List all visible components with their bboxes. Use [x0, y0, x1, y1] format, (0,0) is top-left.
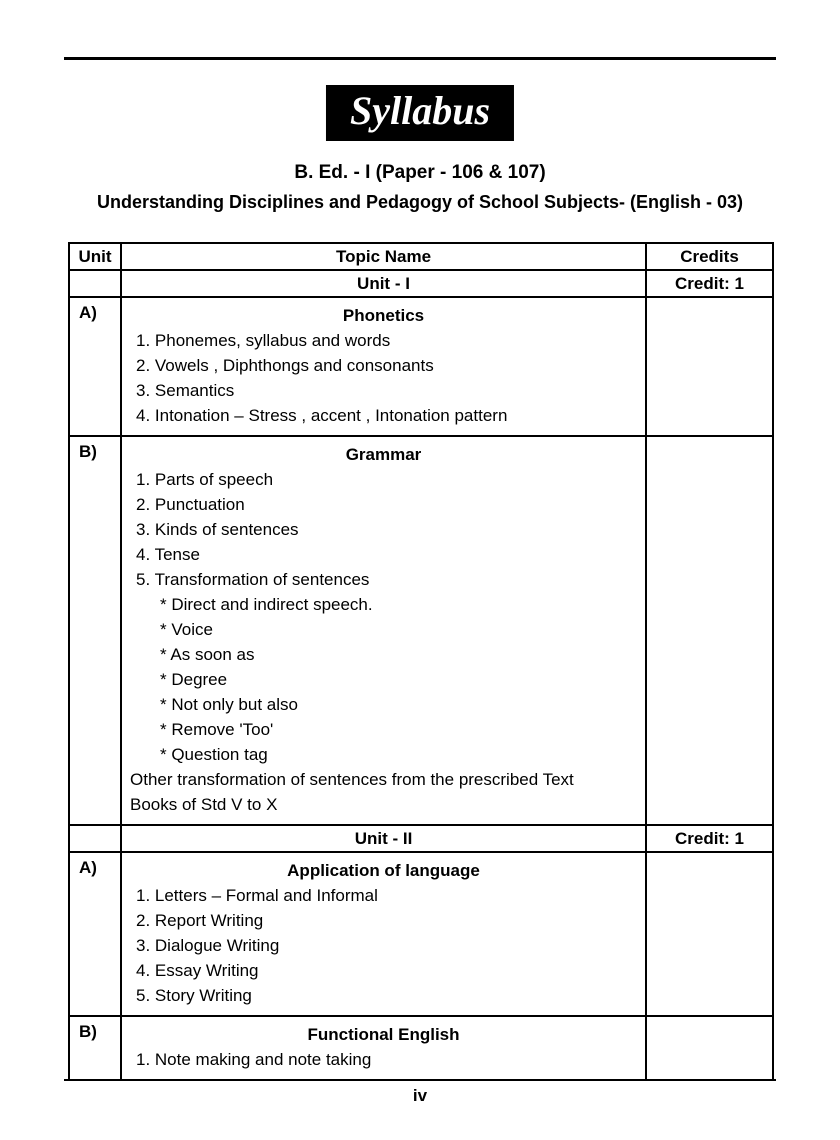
syllabus-banner	[326, 85, 514, 141]
topic-item: 2. Report Writing	[136, 911, 264, 930]
row-label-b: B)	[69, 436, 121, 825]
row-label-a: A)	[69, 852, 121, 1016]
topic-subitem: * Not only but also	[160, 695, 298, 714]
banner-title: Syllabus	[349, 88, 491, 133]
topic-title: Grammar	[345, 445, 422, 464]
topic-subitem: * Degree	[160, 670, 228, 689]
page-number: iv	[412, 1086, 428, 1105]
topic-item: 4. Essay Writing	[136, 961, 259, 980]
topic-item: 1. Parts of speech	[136, 470, 274, 489]
topic-item: 4. Tense	[136, 545, 200, 564]
table-row-unit2-a	[69, 852, 773, 1016]
topic-subitem: * As soon as	[160, 645, 255, 664]
table-row-unit1-b	[69, 436, 773, 825]
header-topic-name: Topic Name	[121, 243, 646, 270]
topic-item: 1. Phonemes, syllabus and words	[136, 331, 391, 350]
top-rule	[64, 57, 776, 60]
row-label-b: B)	[69, 1016, 121, 1080]
topic-cell-application-of-language	[121, 852, 646, 1016]
unit-2-row	[69, 825, 773, 852]
topic-item: 1. Note making and note taking	[136, 1050, 372, 1069]
credits-empty-cell	[646, 852, 773, 1016]
topic-item: 3. Dialogue Writing	[136, 936, 280, 955]
topic-note: Other transformation of sentences from the prescribed Text Books of Std V to X	[130, 770, 574, 814]
syllabus-table	[68, 242, 774, 1081]
topic-item: 3. Semantics	[136, 381, 235, 400]
topic-item: 1. Letters – Formal and Informal	[136, 886, 378, 905]
table-row-unit1-a	[69, 297, 773, 436]
paper-heading: B. Ed. - I (Paper - 106 & 107)	[294, 162, 546, 183]
topic-subitem: * Remove 'Too'	[160, 720, 274, 739]
bottom-rule	[64, 1079, 776, 1081]
topic-item: 5. Story Writing	[136, 986, 252, 1005]
topic-item: 5. Transformation of sentences	[136, 570, 370, 589]
header-unit: Unit	[69, 243, 121, 270]
topic-title: Phonetics	[342, 306, 425, 325]
unit-1-row	[69, 270, 773, 297]
unit-2-credit: Credit: 1	[646, 825, 773, 852]
topic-title: Application of language	[287, 861, 480, 880]
unit-1-title: Unit - I	[121, 270, 646, 297]
topic-item: 3. Kinds of sentences	[136, 520, 299, 539]
credits-empty-cell	[646, 1016, 773, 1080]
table-row-unit2-b	[69, 1016, 773, 1080]
row-label-a: A)	[69, 297, 121, 436]
topic-item: 2. Vowels , Diphthongs and consonants	[136, 356, 434, 375]
header-credits: Credits	[646, 243, 773, 270]
topic-item: 2. Punctuation	[136, 495, 245, 514]
topic-subitem: * Voice	[160, 620, 213, 639]
topic-cell-grammar	[121, 436, 646, 825]
unit-1-empty-cell	[69, 270, 121, 297]
topic-cell-functional-english	[121, 1016, 646, 1080]
topic-title: Functional English	[307, 1025, 460, 1044]
unit-1-credit: Credit: 1	[646, 270, 773, 297]
topic-subitem: * Direct and indirect speech.	[160, 595, 373, 614]
topic-subitem: * Question tag	[160, 745, 268, 764]
topic-item: 4. Intonation – Stress , accent , Intonation pattern	[136, 406, 508, 425]
credits-empty-cell	[646, 297, 773, 436]
unit-2-empty-cell	[69, 825, 121, 852]
topic-cell-phonetics	[121, 297, 646, 436]
unit-2-title: Unit - II	[121, 825, 646, 852]
subject-heading: Understanding Disciplines and Pedagogy of School Subjects- (English - 03)	[96, 192, 744, 212]
table-header-row	[69, 243, 773, 270]
credits-empty-cell	[646, 436, 773, 825]
